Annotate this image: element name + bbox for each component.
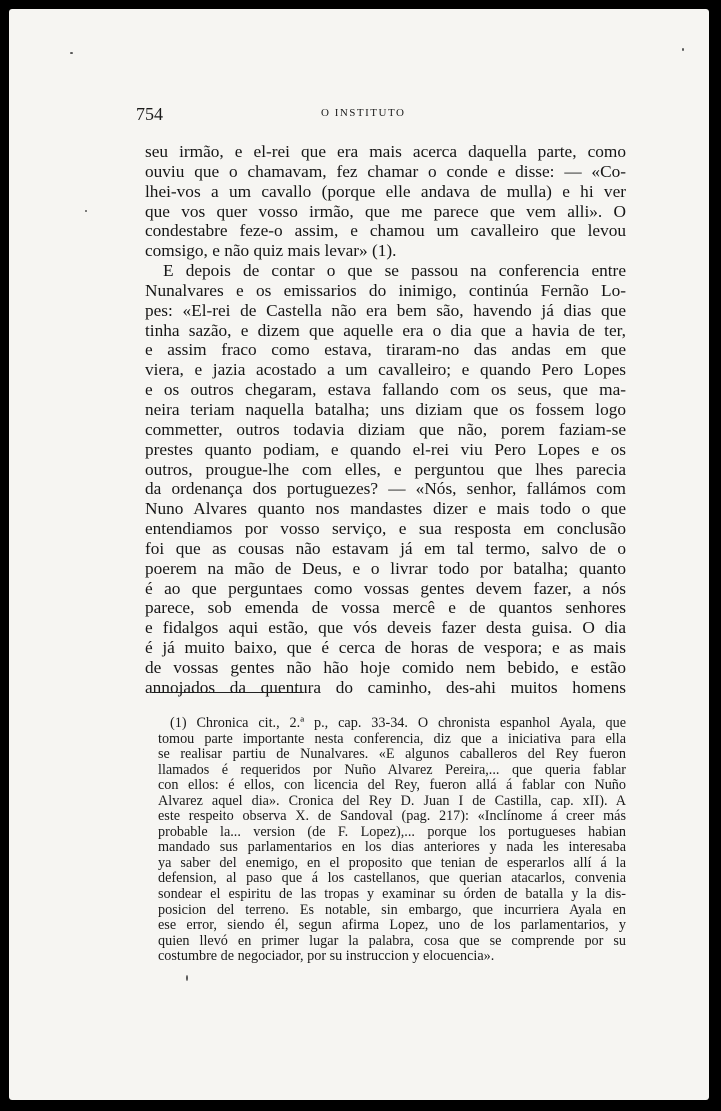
scan-speck xyxy=(70,52,73,54)
footnote-rule xyxy=(152,692,302,693)
running-head: O INSTITUTO xyxy=(321,107,406,119)
footnote-line: se realisar partiu de Nunalvares. «E algunos caballeros del Rey fueron xyxy=(158,746,626,763)
paragraph-2 xyxy=(145,261,626,698)
text-line: tinha sazão, e dizem que aquelle era o dia que a havia de ter, xyxy=(145,320,626,340)
text-line: entendiamos por vosso serviço, e sua resposta em conclusão xyxy=(145,519,626,539)
scan-speck xyxy=(186,975,188,981)
footnote xyxy=(158,716,626,965)
text-line: e os outros chegaram, estava fallando com os seus, que ma- xyxy=(145,380,626,400)
main-text xyxy=(145,142,626,698)
footnote-line: probable la... version (de F. Lopez),... porque los portugueses habian xyxy=(158,823,626,840)
text-line: parece, sob emenda de vossa mercê e de quantos senhores xyxy=(145,598,626,618)
text-line: foi que as cousas não estavam já em tal termo, salvo de o xyxy=(145,538,626,558)
scan-speck xyxy=(682,48,684,51)
text-line: é já muito baixo, que é cerca de horas de vespora; e as mais xyxy=(145,638,626,658)
text-line: neira teriam naquella batalha; uns diziam que os fossem logo xyxy=(145,399,626,419)
footnote-line: llamados é requeridos por Nuño Alvarez Pereira,... que queria fablar xyxy=(158,761,626,778)
text-line: outros, prougue-lhe com elles, e perguntou que lhes parecia xyxy=(145,459,626,479)
text-line: poerem na mão de Deus, e o livrar todo por batalha; quanto xyxy=(145,558,626,578)
footnote-line: costumbre de negociador, por su instruccion y elocuencia». xyxy=(158,948,495,965)
footnote-line: ese error, siendo él, segun afirma Lopez, uno de los parlamentarios, y xyxy=(158,917,626,934)
text-line: e assim fraco como estava, tiraram-no das andas em que xyxy=(145,340,626,360)
paragraph-1 xyxy=(145,142,626,261)
text-line: de vossas gentes não hão hoje comido nem bebido, e estão xyxy=(145,657,626,677)
text-line: seu irmão, e el-rei que era mais acerca daquella parte, como xyxy=(145,142,626,161)
text-line: Nuno Alvares quanto nos mandastes dizer e mais todo o que xyxy=(145,499,626,519)
footnote-line: ya saber del enemigo, en el proposito que tenian de esperarlos allí á la xyxy=(158,854,626,871)
text-line: lhei-vos a um cavallo (porque elle andava de mulla) e hi ver xyxy=(145,181,626,201)
footnote-line: defension, al paso que á los castellanos, que querian atacarlos, convenia xyxy=(158,870,626,887)
text-line: commetter, outros todavia diziam que não, porem faziam-se xyxy=(145,419,626,439)
footnote-line: (1) Chronica cit., 2.ª p., cap. 33-34. O chronista espanhol Ayala, que xyxy=(170,715,626,731)
footnote-line: quien llevó en primer lugar la palabra, cosa que se comprende por su xyxy=(158,932,626,949)
scan-speck xyxy=(85,210,87,212)
text-line: ouviu que o chamavam, fez chamar o conde e disse: — «Co- xyxy=(145,161,626,181)
page-header xyxy=(136,104,626,132)
text-line: da ordenança dos portuguezes? — «Nós, senhor, fallámos com xyxy=(145,479,626,499)
page-number: 754 xyxy=(136,104,163,124)
text-line: que vos quer vosso irmão, que me parece que vem alli». O xyxy=(145,201,626,221)
footnote-line: posicion del terreno. Es notable, sin embargo, que incurriera Ayala en xyxy=(158,901,626,918)
text-line: Nunalvares e os emissarios do inimigo, continúa Fernão Lo- xyxy=(145,280,626,300)
text-line: é ao que perguntaes como vossas gentes devem fazer, a nós xyxy=(145,578,626,598)
footnote-line: sondear el espiritu de las tropas y examinar su órden de batalla y la dis- xyxy=(158,886,626,903)
text-line: E depois de contar o que se passou na conferencia entre xyxy=(163,261,626,281)
footnote-line: tomou parte importante nesta conferencia, diz que a iniciativa para ella xyxy=(158,730,626,747)
text-line: pes: «El-rei de Castella não era bem são, havendo já dias que xyxy=(145,300,626,320)
footnote-line: mandado sus parlamentarios en los dias anteriores y nada les interesaba xyxy=(158,839,626,856)
text-line: prestes quanto podiam, e quando el-rei viu Pero Lopes e os xyxy=(145,439,626,459)
footnote-line: este respeito observa X. de Sandoval (pag. 217): «Inclínome á creer más xyxy=(158,808,626,825)
text-line: viera, e jazia acostado a um cavalleiro; e quando Pero Lopes xyxy=(145,360,626,380)
footnote-line: con ellos: é ellos, con licencia del Rey, fueron allá á fablar con Nuño xyxy=(158,777,626,794)
text-line: e fidalgos aqui estão, que vós deveis fazer desta guisa. O dia xyxy=(145,618,626,638)
footnote-line: Alvarez aquel dia». Cronica del Rey D. Juan I de Castilla, cap. xII). A xyxy=(158,792,626,809)
text-line: condestabre feze-o assim, e chamou um cavalleiro que levou xyxy=(145,221,626,241)
text-line: annojados da quentura do caminho, des-ahi muitos homens xyxy=(145,677,626,697)
text-line: comsigo, e não quiz mais levar» (1). xyxy=(145,241,397,261)
